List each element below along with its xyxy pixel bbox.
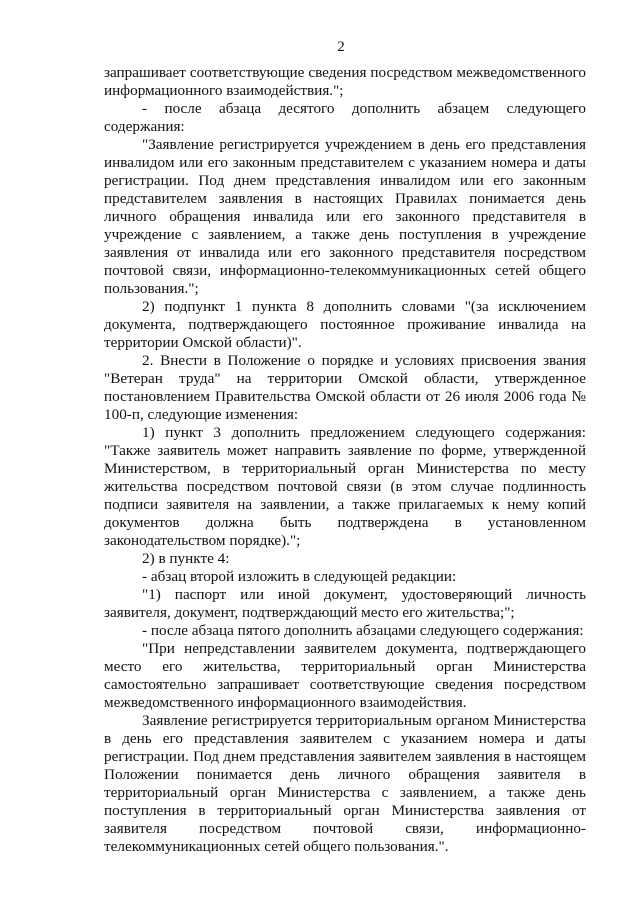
paragraph: - после абзаца пятого дополнить абзацами следующего содержания: xyxy=(142,622,584,639)
paragraph: запрашивает соответствующие сведения посредством межведомственного информационного взаимодействия."; xyxy=(104,64,586,99)
paragraph: Заявление регистрируется территориальным органом Министерства в день его представления заявителем с указанием номера и даты регистрации. Под днем представления заявителем заявления в настоящем Положении понимается день личного обращения заявителя в территориальный орган Министерства с заявлением, а также день поступления в территориальный орган Министерства заявления от заявителя посредством почтовой связи, информационно-телекоммуникационных сетей общего пользования.". xyxy=(104,712,586,855)
paragraph: 2) в пункте 4: xyxy=(142,550,230,567)
paragraph: "1) паспорт или иной документ, удостоверяющий личность заявителя, документ, подтверждающий место его жительства;"; xyxy=(104,586,586,621)
paragraph: "Заявление регистрируется учреждением в день его представления инвалидом или его законным представителем с указанием номера и даты регистрации. Под днем представления инвалидом или его законным представителем заявления в настоящих Правилах понимается день личного обращения инвалида или его законного представителя в учреждение с заявлением, а также день поступления в учреждение заявления от инвалида или его законного представителя посредством почтовой связи, информационно-телекоммуникационных сетей общего пользования."; xyxy=(104,136,586,297)
document-body xyxy=(104,64,586,856)
paragraph: "При непредставлении заявителем документа, подтверждающего место его жительства, территориальный орган Министерства самостоятельно запрашивает соответствующие сведения посредством межведомственного информационного взаимодействия. xyxy=(104,640,586,711)
paragraph: 2. Внести в Положение о порядке и условиях присвоения звания "Ветеран труда" на территории Омской области, утвержденное постановлением Правительства Омской области от 26 июля 2006 года № 100-п, следующие изменения: xyxy=(104,352,586,423)
paragraph: - абзац второй изложить в следующей редакции: xyxy=(142,568,457,585)
paragraph: 2) подпункт 1 пункта 8 дополнить словами "(за исключением документа, подтверждающего постоянное проживание инвалида на территории Омской области)". xyxy=(104,298,586,351)
page-number: 2 xyxy=(337,39,345,55)
paragraph: - после абзаца десятого дополнить абзацем следующего содержания: xyxy=(104,100,586,135)
paragraph: 1) пункт 3 дополнить предложением следующего содержания: "Также заявитель может направить заявление по форме, утвержденной Министерством, в территориальный орган Министерства по месту жительства посредством почтовой связи (в этом случае подлинность подписи заявителя на заявлении, а также прилагаемых к нему копий документов должна быть подтверждена в установленном законодательством порядке)."; xyxy=(104,424,586,549)
